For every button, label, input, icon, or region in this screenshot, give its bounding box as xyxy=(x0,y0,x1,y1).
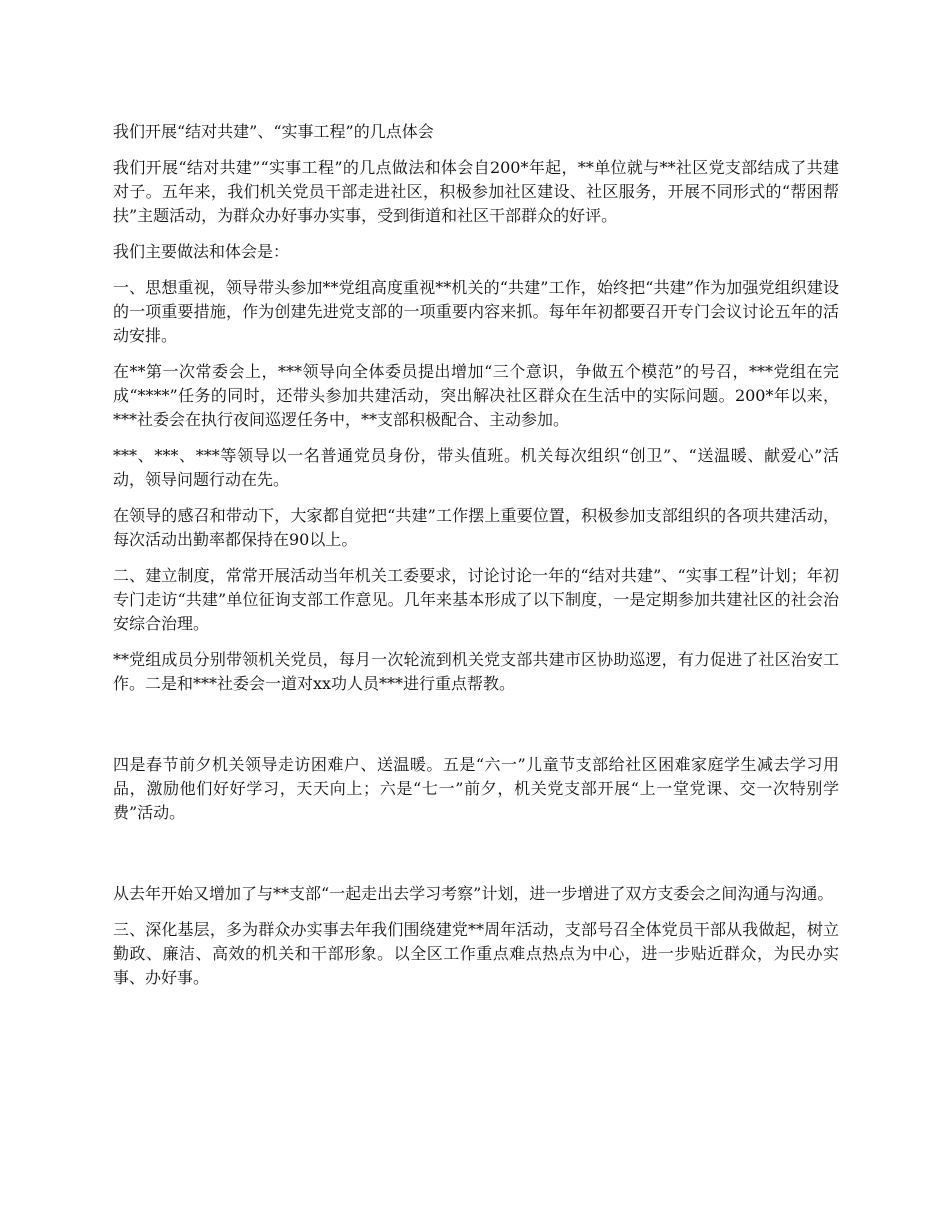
paragraph: ***、***、***等领导以一名普通党员身份，带头值班。机关每次组织“创卫”、“送温暖、献爱心”活动，领导问题行动在先。 xyxy=(113,446,839,489)
paragraph: 三、深化基层，多为群众办实事去年我们围绕建党**周年活动，支部号召全体党员干部从我做起，树立勤政、廉洁、高效的机关和干部形象。以全区工作重点难点热点为中心，进一步贴近群众，为民办实事、办好事。 xyxy=(113,920,839,987)
paragraph: 一、思想重视，领导带头参加**党组高度重视**机关的“共建”工作，始终把“共建”作为加强党组织建设的一项重要措施，作为创建先进党支部的一项重要内容来抓。每年年初都要召开专门会议讨论五年的活动安排。 xyxy=(113,278,839,345)
document-title: 我们开展“结对共建”、“实事工程”的几点体会 xyxy=(113,122,434,141)
paragraph: 在领导的感召和带动下，大家都自觉把“共建”工作摆上重要位置，积极参加支部组织的各项共建活动，每次活动出勤率都保持在90以上。 xyxy=(113,506,839,549)
paragraph: **党组成员分别带领机关党员，每月一次轮流到机关党支部共建市区协助巡逻，有力促进了社区治安工作。二是和***社委会一道对xx功人员***进行重点帮教。 xyxy=(113,650,839,693)
paragraph: 从去年开始又增加了与**支部“一起走出去学习考察”计划，进一步增进了双方支委会之间沟通与沟通。 xyxy=(113,884,834,903)
paragraph: 我们主要做法和体会是： xyxy=(113,242,290,261)
paragraph: 在**第一次常委会上，***领导向全体委员提出增加“三个意识，争做五个模范”的号召，***党组在完成“****”任务的同时，还带头参加共建活动，突出解决社区群众在生活中的实际问题。200*年以来，***社委会在执行夜间巡逻任务中，**支部积极配合、主动参加。 xyxy=(113,362,839,429)
paragraph: 二、建立制度，常常开展活动当年机关工委要求，讨论讨论一年的“结对共建”、“实事工程”计划；年初专门走访“共建”单位征询支部工作意见。几年来基本形成了以下制度，一是定期参加共建社区的社会治安综合治理。 xyxy=(113,566,839,633)
document-body xyxy=(113,120,839,1002)
paragraph: 我们开展“结对共建”“实事工程”的几点做法和体会自200*年起，**单位就与**社区党支部结成了共建对子。五年来，我们机关党员干部走进社区，积极参加社区建设、社区服务，开展不同形式的“帮困帮扶”主题活动，为群众办好事办实事，受到街道和社区干部群众的好评。 xyxy=(113,158,839,225)
paragraph: 四是春节前夕机关领导走访困难户、送温暖。五是“六一”儿童节支部给社区困难家庭学生减去学习用品，激励他们好好学习，天天向上；六是“七一”前夕，机关党支部开展“上一堂党课、交一次特别学费”活动。 xyxy=(113,755,839,822)
